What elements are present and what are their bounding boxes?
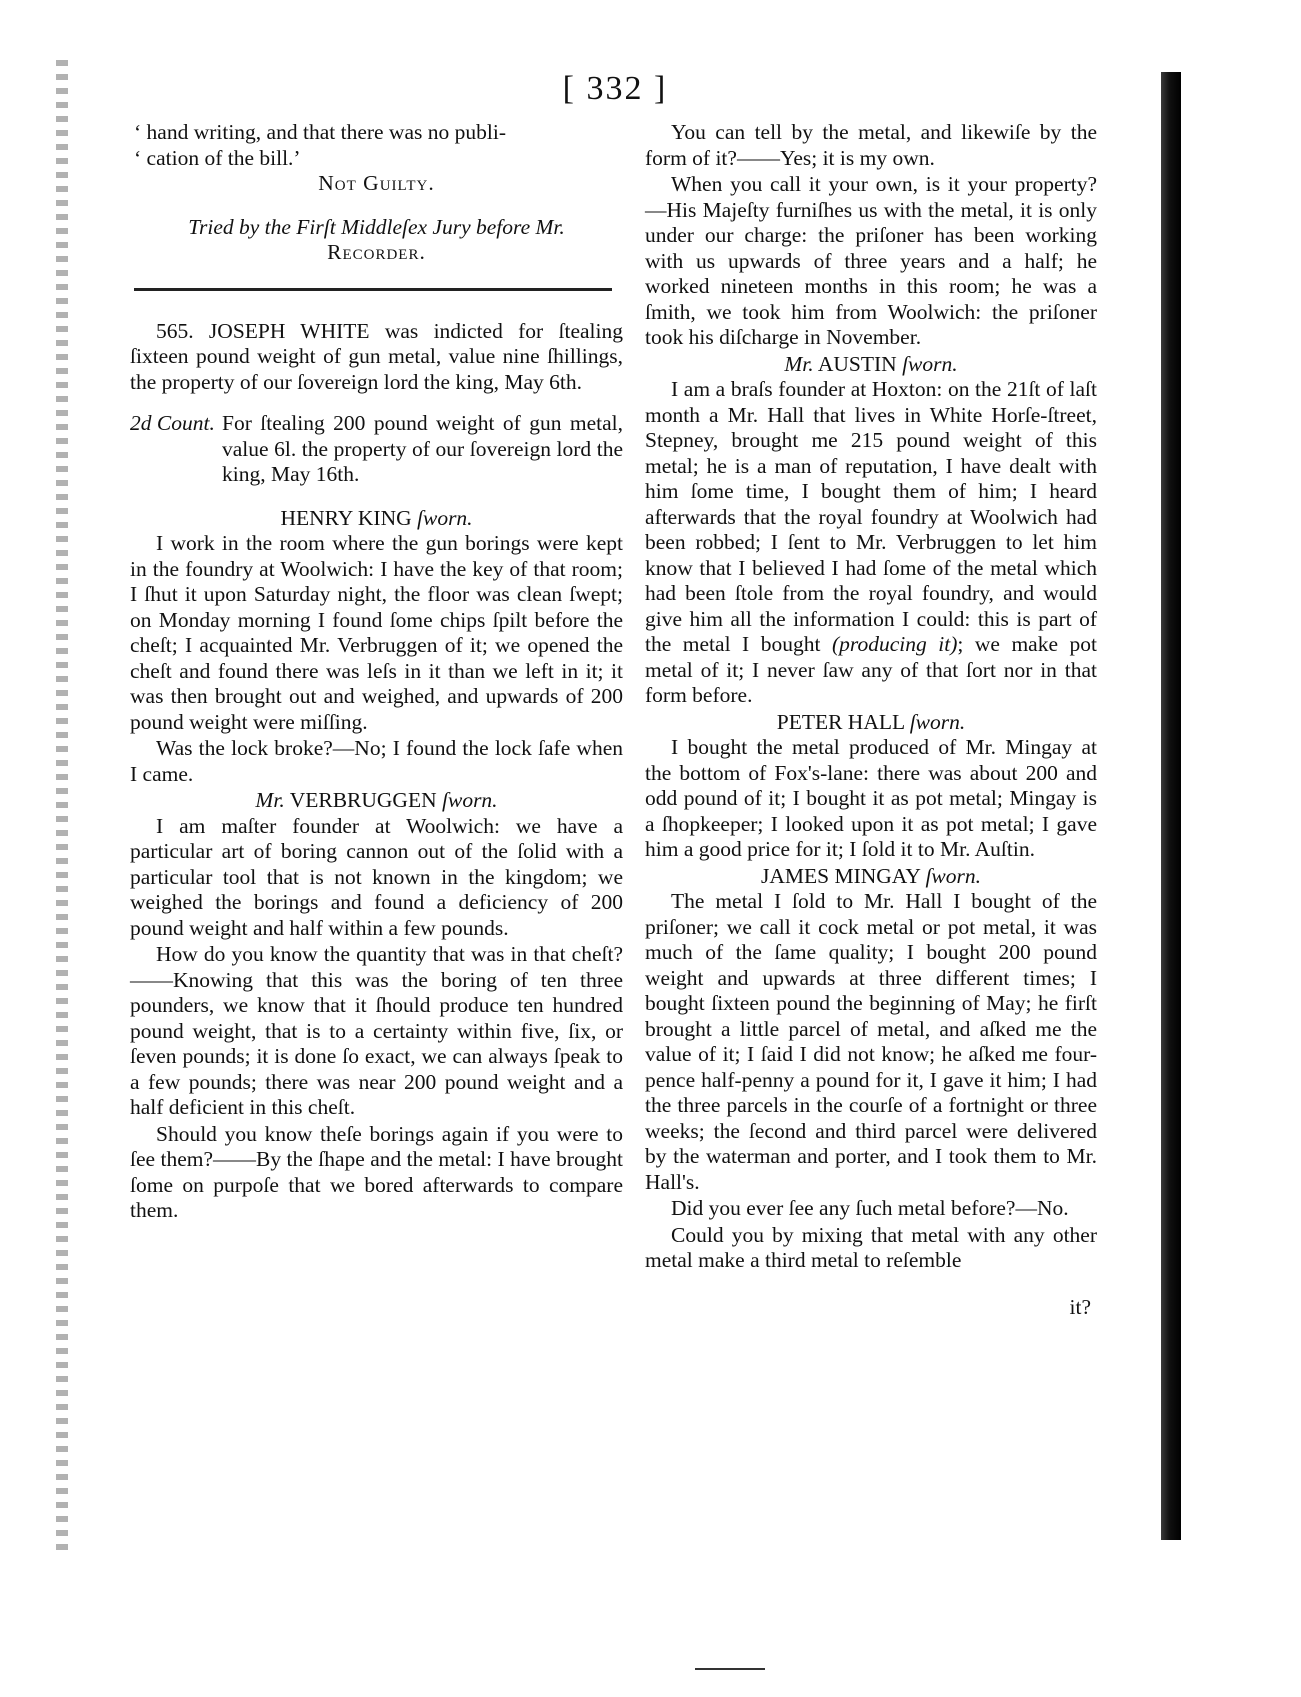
footer-rule: [695, 1668, 765, 1670]
witness-heading: Mr. VERBRUGGEN ſworn.: [255, 788, 498, 812]
quote-line-2: ‘ cation of the bill.’: [134, 145, 301, 170]
testimony-paragraph: I am maſter founder at Woolwich: we have a particular art of boring cannon out of the ſolid with a particular tool that is not known in the kingdom; we weighed the borings and found a deficiency of 200 pound weight and half within a few pounds.: [130, 813, 623, 940]
testimony-paragraph: The metal I ſold to Mr. Hall I bought of the priſoner; we call it cock metal or pot metal, it was much of the ſame quality; I bought 200 pound weight and upwards at three different times; I bought ſixteen pound the beginning of May; he firſt brought a little parcel of metal, and aſked me the value of it; I ſaid I did not know; he aſked me four-pence half-penny a pound for it, I gave it him; I had the three parcels in the courſe of a fortnight or three weeks; the ſecond and third parcel were delivered by the waterman and porter, and I took them to Mr. Hall's.: [645, 889, 1097, 1194]
witness-heading: PETER HALL ſworn.: [776, 709, 966, 734]
second-count: [130, 411, 623, 488]
right-column: [645, 120, 1097, 1342]
testimony-paragraph: I am a braſs founder at Hoxton: on the 21ſt of laſt month a Mr. Hall that lives in White Horſe-ſtreet, Stepney, brought me 215 pound weight of this metal; he is a man of reputation, I have dealt with him ſome time, I bought them of him; I heard afterwards that the royal foundry at Woolwich had been robbed; I ſent to Mr. Verbruggen to let him know that I believed I had ſome of the metal which had been ſtole from the royal foundry, and would give him all the information I could: this is part of the metal I bought (producing it); we make pot metal of it; I never ſaw any of that ſort nor in that form before.: [645, 377, 1098, 707]
count-label: 2d Count.: [130, 411, 215, 435]
verdict: Not Guilty.: [318, 171, 435, 195]
indictment: 565. JOSEPH WHITE was indicted for ſtealing ſixteen pound weight of gun metal, value nine ſhillings, the property of our ſovereign lord the king, May 6th.: [130, 318, 623, 394]
testimony-paragraph: I bought the metal produced of Mr. Mingay at the bottom of Fox's-lane: there was about 200 and odd pound of it; I bought it as pot metal; Mingay is a ſhopkeeper; I looked upon it as pot metal; I gave him a good price for it; I ſold it to Mr. Auſtin.: [645, 735, 1097, 861]
witness-heading: HENRY KING ſworn.: [280, 505, 473, 530]
testimony-paragraph: When you call it your own, is it your property?—His Majeſty furniſhes us with the metal, it is only under our charge: the priſoner has been working with us upwards of three years and a half; he worked nineteen months in this room; he was a ſmith, we took him from Woolwich: the priſoner took his diſcharge in November.: [645, 172, 1097, 349]
catchword: it?: [1069, 1295, 1091, 1319]
testimony-paragraph: I work in the room where the gun borings were kept in the foundry at Woolwich: I have the key of that room; I ſhut it upon Saturday night, the floor was clean ſwept; on Monday morning I found ſome chips ſpilt before the cheſt; I acquainted Mr. Verbruggen of it; we opened the cheſt and found there was leſs in it than we left in it; it was then brought out and weighed, and upwards of 200 pound weight were miſſing.: [130, 531, 623, 734]
left-column: [130, 120, 623, 1225]
witness-heading: JAMES MINGAY ſworn.: [760, 863, 982, 888]
page-number: [ 332 ]: [562, 70, 668, 107]
quote-line-1: ‘ hand writing, and that there was no publi-: [134, 120, 506, 144]
count-text: For ſtealing 200 pound weight of gun metal, value 6l. the property of our ſovereign lord the king, May 16th.: [222, 411, 623, 486]
witness-heading: Mr. AUSTIN ſworn.: [784, 351, 958, 376]
section-rule: [134, 288, 612, 291]
binding-gutter-marks: [56, 60, 68, 1550]
tried-recorder: Recorder.: [327, 240, 426, 264]
testimony-paragraph: Did you ever ſee any ſuch metal before?—No.: [671, 1196, 1069, 1220]
tried-before: Tried by the Firſt Middleſex Jury before Mr.: [188, 214, 565, 239]
testimony-paragraph: Should you know theſe borings again if you were to ſee them?——By the ſhape and the metal: I have brought ſome on purpoſe that we bored afterwards to compare them.: [130, 1121, 623, 1222]
testimony-paragraph: Could you by mixing that metal with any other metal make a third metal to reſemble: [645, 1222, 1097, 1272]
page-edge-shadow: [1161, 72, 1181, 1540]
testimony-paragraph: You can tell by the metal, and likewiſe by the form of it?——Yes; it is my own.: [645, 120, 1097, 170]
testimony-paragraph: Was the lock broke?—No; I found the lock ſafe when I came.: [130, 736, 623, 786]
testimony-paragraph: How do you know the quantity that was in that cheſt?——Knowing that this was the boring of ten three pounders, we know that it ſhould produce ten hundred pound weight, that is to a certainty within five, ſix, or ſeven pounds; it is done ſo exact, we can always ſpeak to a few pounds; there was near 200 pound weight and a half deficient in this cheſt.: [130, 942, 623, 1119]
